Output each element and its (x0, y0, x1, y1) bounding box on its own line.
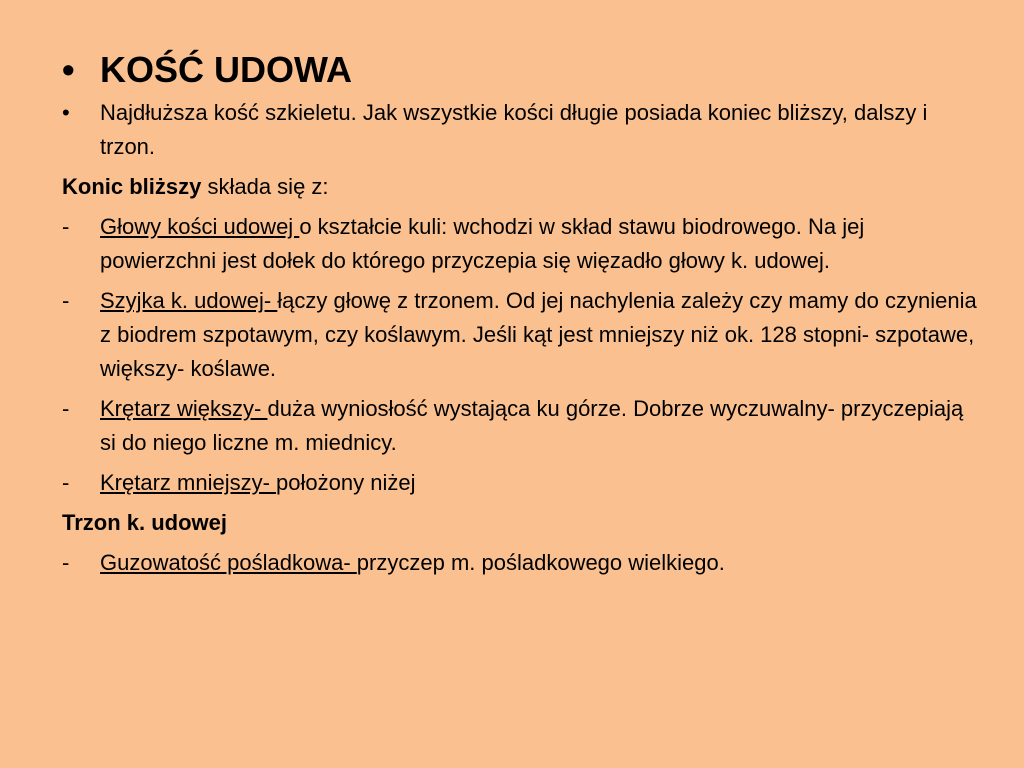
list-item-text: duża wyniosłość wystająca ku górze. Dobrze wyczuwalny- przyczepiają si do niego liczne m. miednicy. (100, 396, 964, 455)
list-item-text: łączy głowę z trzonem. Od jej nachylenia zależy czy mamy do czynienia z biodrem szpotawym, czy koślawym. Jeśli kąt jest mniejszy niż ok. 128 stopni- szpotawe, większy- koślawe. (100, 288, 977, 381)
list-item-term: Głowy kości udowej (100, 214, 300, 239)
list-item-content (62, 392, 982, 460)
list-item-content (62, 284, 982, 386)
section-heading-bold: Konic bliższy (62, 174, 202, 199)
list-item-term: Krętarz mniejszy- (100, 470, 277, 495)
dash-marker: - (62, 470, 70, 495)
list-item-content (62, 546, 982, 580)
section-heading-bold: Trzon k. udowej (62, 510, 228, 535)
section-heading-rest: składa się z: (201, 174, 329, 199)
list-item (62, 546, 982, 580)
dash-marker: - (62, 288, 70, 313)
list-item-content (62, 466, 982, 500)
dash-marker: - (62, 550, 70, 575)
list-item-text: przyczep m. pośladkowego wielkiego. (356, 550, 725, 575)
slide-content (62, 48, 982, 586)
list-item (62, 284, 982, 386)
list-item-text: położony niżej (276, 470, 416, 495)
section-heading-shaft (62, 506, 982, 540)
dash-marker: - (62, 214, 70, 239)
section-heading-proximal (62, 170, 982, 204)
list-item-term: Szyjka k. udowej- (100, 288, 278, 313)
bullet-marker: • (62, 49, 75, 90)
list-item-content (62, 210, 982, 278)
intro-item (62, 96, 982, 164)
dash-marker: - (62, 396, 70, 421)
bullet-marker: • (62, 100, 70, 125)
list-item (62, 210, 982, 278)
list-item-term: Krętarz większy- (100, 396, 268, 421)
list-item-term: Guzowatość pośladkowa- (100, 550, 357, 575)
slide-title: KOŚĆ UDOWA (100, 49, 352, 90)
list-item (62, 466, 982, 500)
list-item-text: o kształcie kuli: wchodzi w skład stawu biodrowego. Na jej powierzchni jest dołek do którego przyczepia się więzadło głowy k. udowej. (100, 214, 865, 273)
title-item (62, 48, 982, 92)
list-item (62, 392, 982, 460)
intro-text: Najdłuższa kość szkieletu. Jak wszystkie kości długie posiada koniec bliższy, dalszy i trzon. (100, 100, 928, 159)
